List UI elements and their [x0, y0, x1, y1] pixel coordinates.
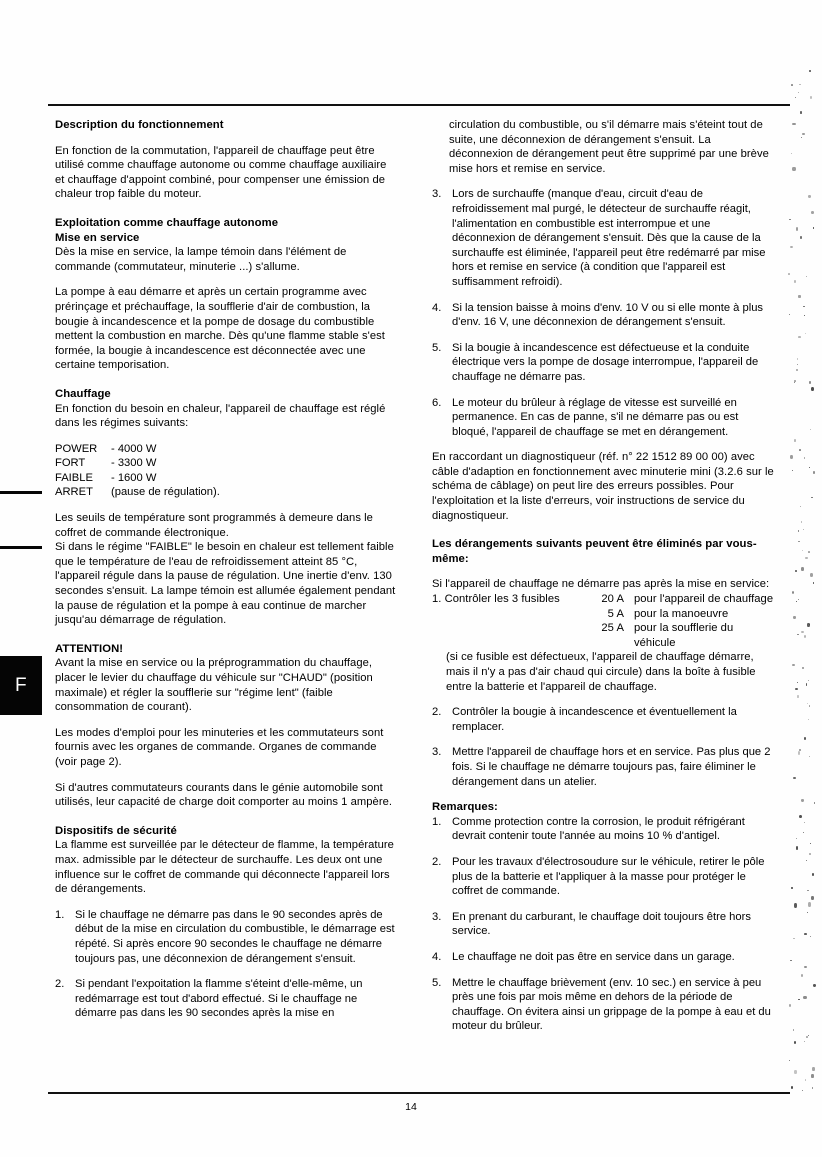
- heading-exploitation-autonome: Exploitation comme chauffage autonome: [55, 216, 279, 229]
- list-item: [432, 705, 775, 734]
- fuse-desc-2: pour la soufflerie du véhicule: [634, 622, 734, 649]
- list-item-text: Le chauffage ne doit pas être en service dans un garage.: [452, 950, 735, 963]
- safety-list-right: [432, 187, 775, 439]
- list-item-text: Comme protection contre la corrosion, le produit réfrigérant devrait contenir toute l'année au moins 10 % d'antigel.: [452, 815, 745, 843]
- list-item-text: En prenant du carburant, le chauffage doit toujours être hors service.: [452, 910, 751, 938]
- safety-list-left: [55, 908, 398, 1021]
- heading-mise-en-service: Mise en service: [55, 231, 140, 244]
- header-rule: [48, 104, 790, 106]
- heading-description-fonctionnement: Description du fonctionnement: [55, 119, 224, 131]
- fuse-item-label: 1. Contrôler les 3 fusibles: [432, 593, 560, 606]
- left-column: [55, 118, 398, 1021]
- language-tab-label: F: [14, 674, 28, 696]
- list-item-text: Si la tension baisse à moins d'env. 10 V ou si elle monte à plus d'env. 16 V, une déconnexion de dérangement s'ensuit.: [452, 301, 764, 329]
- fuse-amp-0: 20 A: [601, 593, 624, 606]
- list-item-text: Si la bougie à incandescence est défectueuse et la conduite électrique vers la pompe de dosage interrompue, l'appareil de chauffage ne démarre pas.: [452, 341, 759, 383]
- list-item-text: Pour les travaux d'électrosoudure sur le véhicule, retirer le pôle plus de la batterie et l'appliquer à la masse pour protéger le coffret de commande.: [452, 855, 765, 898]
- paragraph-modes-emploi: Les modes d'emploi pour les minuteries et les commutateurs sont fournis avec les organes de commande. Organes de commande (voir page 2).: [55, 726, 384, 768]
- list-item-number: 5.: [432, 341, 442, 354]
- list-item: [432, 341, 775, 385]
- list-item-number: 1.: [432, 815, 442, 828]
- list-item: [432, 301, 775, 330]
- heading-chauffage: Chauffage: [55, 387, 111, 400]
- power-levels-table: [55, 442, 220, 500]
- paragraph-regime-faible: Si dans le régime "FAIBLE" le besoin en chaleur est tellement faible que le température de l'eau de refroidissement atteint 85 °C, l'appareil régule dans la pause de régulation. Une inertie d'env. 130 secondes s'ensuit. La lampe témoin est allumée également pendant la pause de régulation et la pompe à eau continue de marcher jusqu'au démarrage de régulation.: [55, 541, 396, 627]
- list-item: [432, 910, 775, 939]
- power-label-3: ARRET: [55, 486, 93, 499]
- list-item-text: Si le chauffage ne démarre pas dans le 90 secondes après de début de la mise en circulation du combustible, le démarrage est répété. Si après encore 90 secondes le chauffage ne démarre toujours pas, une déconnexion de dérangement s'ensuit.: [75, 908, 395, 965]
- list-item-number: 3.: [432, 910, 442, 923]
- list-item-number: 2.: [55, 978, 65, 991]
- troubleshoot-list: [432, 705, 775, 789]
- list-item-text: Lors de surchauffe (manque d'eau, circuit d'eau de refroidissement mal purgé, le détecteur de surchauffe réagit, l'alimentation en combustible est interrompue et une déconnexion de dérangement s'ensuit. Dès que la cause de la surchauffe est éliminée, l'appareil peut être redémarré par mise hors et remise en service (à condition que l'appareil est suffisamment refroidi).: [452, 188, 766, 288]
- fuse-note: (si ce fusible est défectueux, l'appareil de chauffage démarre, mais il n'y a pas d'air chaud qui circule) dans la boîte à fusible entre la batterie et l'appareil de chauffage.: [446, 651, 756, 693]
- fuse-amp-1: 5 A: [607, 607, 624, 620]
- list-item-number: 2.: [432, 706, 442, 719]
- paragraph-diagnostiqueur: En raccordant un diagnostiqueur (réf. n° 22 1512 89 00 00) avec câble d'adaption en fonctionnement avec minuterie mini (3.2.6 sur le schéma de câblage) on peut lire des erreurs possibles. Pour l'exploitation et la liste d'erreurs, voir instructions de service du diagnostiqueur.: [432, 451, 774, 522]
- list-item-number: 6.: [432, 396, 442, 409]
- paragraph-flamme-surveillee: La flamme est surveillée par le détecteur de flamme, la température max. admissible par le détecteur de surchauffe. Les deux ont une influence sur le coffret de commande qui déconnecte l'appareil lors de dérangements.: [55, 839, 394, 896]
- paragraph-continued-from-left: circulation du combustible, ou s'il démarre mais s'éteint tout de suite, une déconnexion de dérangement s'ensuit. La déconnexion de dérangement peut être supprimé par une brève mise hors et remise en service.: [449, 119, 769, 175]
- list-item-number: 5.: [432, 976, 442, 989]
- margin-mark-upper: [0, 491, 42, 494]
- list-item-text: Mettre le chauffage brièvement (env. 10 sec.) en service à peu près une fois par mois même en dehors de la période de chauffage. On évitera ainsi un grippage de la pompe à eau et du moteur du brûleur.: [452, 976, 771, 1033]
- power-value-1: - 3300 W: [111, 457, 157, 470]
- list-item: [432, 815, 775, 844]
- paragraph-pompe-eau: La pompe à eau démarre et après un certain programme avec prérinçage et préchauffage, la soufflerie d'air de combustion, la bougie à incandescence et la pompe de dosage du combustible mettent la combustion en marche. Dès qu'une flamme stable s'est formée, la bougie à incandescence est déconnectée avec une certaine temporisation.: [55, 286, 385, 372]
- paragraph-seuils-temperature: Les seuils de température sont programmés à demeure dans le coffret de commande électronique.: [55, 512, 373, 539]
- remarks-list: [432, 815, 775, 1034]
- page-number: 14: [405, 1101, 417, 1113]
- fuse-amp-2: 25 A: [601, 622, 624, 635]
- list-item: [55, 908, 398, 966]
- power-label-2: FAIBLE: [55, 471, 93, 484]
- list-item: [432, 976, 775, 1034]
- table-row: [55, 456, 220, 471]
- right-column: [432, 118, 775, 1034]
- list-item: [55, 977, 398, 1021]
- list-item-number: 4.: [432, 301, 442, 314]
- list-item: [432, 950, 775, 965]
- paragraph-ne-demarre-pas: Si l'appareil de chauffage ne démarre pas après la mise en service:: [432, 578, 770, 591]
- paragraph-commutation: En fonction de la commutation, l'appareil de chauffage peut être utilisé comme chauffage autonome ou comme chauffage auxiliaire et chauffage d'appoint combiné, pour compenser une émission de chaleur trop faible du moteur.: [55, 144, 387, 201]
- margin-mark-lower: [0, 546, 42, 549]
- paragraph-lampe-temoin: Dès la mise en service, la lampe témoin dans l'élément de commande (commutateur, minuterie ...) s'allume.: [55, 246, 347, 273]
- paragraph-attention-body: Avant la mise en service ou la préprogrammation du chauffage, placer le levier du chauffage du véhicule sur "CHAUD" (position maximale) et régler la soufflerie sur "régime lent" (faible consommation de courant).: [55, 657, 373, 714]
- fuse-desc-1: pour la manoeuvre: [634, 607, 729, 620]
- list-item-number: 1.: [55, 908, 65, 921]
- list-item-number: 3.: [432, 746, 442, 759]
- fuse-table: [432, 592, 775, 650]
- power-label-1: FORT: [55, 457, 86, 470]
- heading-attention: ATTENTION!: [55, 642, 124, 655]
- power-value-2: - 1600 W: [111, 471, 157, 484]
- list-item: [432, 187, 775, 289]
- language-tab-f: [0, 656, 42, 715]
- list-item-number: 2.: [432, 855, 442, 868]
- heading-dispositifs-securite: Dispositifs de sécurité: [55, 824, 177, 837]
- list-item-text: Le moteur du brûleur à réglage de vitesse est surveillé en permanence. En cas de panne, s'il ne démarre pas ou est bloqué, l'appareil de chauffage se met en dérangement.: [452, 396, 739, 438]
- heading-remarques: Remarques:: [432, 801, 498, 814]
- table-row: [55, 485, 220, 500]
- list-item-number: 4.: [432, 950, 442, 963]
- fuse-desc-0: pour l'appareil de chauffage: [634, 593, 774, 606]
- paragraph-regimes: En fonction du besoin en chaleur, l'appareil de chauffage est réglé dans les régimes suivants:: [55, 402, 386, 430]
- power-label-0: POWER: [55, 442, 98, 455]
- power-value-3: (pause de régulation).: [111, 486, 220, 499]
- list-item-text: Mettre l'appareil de chauffage hors et en service. Pas plus que 2 fois. Si le chauffage ne démarre toujours pas, faire éliminer le dérangement dans un atelier.: [452, 746, 771, 788]
- fuse-check-block: [432, 592, 775, 694]
- table-row: [55, 442, 220, 457]
- list-item-text: Si pendant l'expoitation la flamme s'éteint d'elle-même, un redémarrage est tout d'abord effectué. Si le chauffage ne démarre pas dans les 90 secondes après la mise en: [75, 978, 363, 1020]
- footer-rule: [48, 1092, 790, 1094]
- table-row: [432, 592, 775, 607]
- list-item-text: Contrôler la bougie à incandescence et éventuellement la remplacer.: [452, 706, 737, 733]
- list-item: [432, 396, 775, 440]
- list-item-number: 3.: [432, 188, 442, 201]
- paragraph-commutateurs-courants: Si d'autres commutateurs courants dans le génie automobile sont utilisés, leur capacité de charge doit comporter au moins 1 ampère.: [55, 781, 393, 809]
- power-value-0: - 4000 W: [111, 442, 157, 455]
- list-item: [432, 855, 775, 899]
- heading-derangements-eliminables: Les dérangements suivants peuvent être éliminés par vous-même:: [432, 538, 757, 565]
- table-row: [55, 471, 220, 486]
- list-item: [432, 745, 775, 789]
